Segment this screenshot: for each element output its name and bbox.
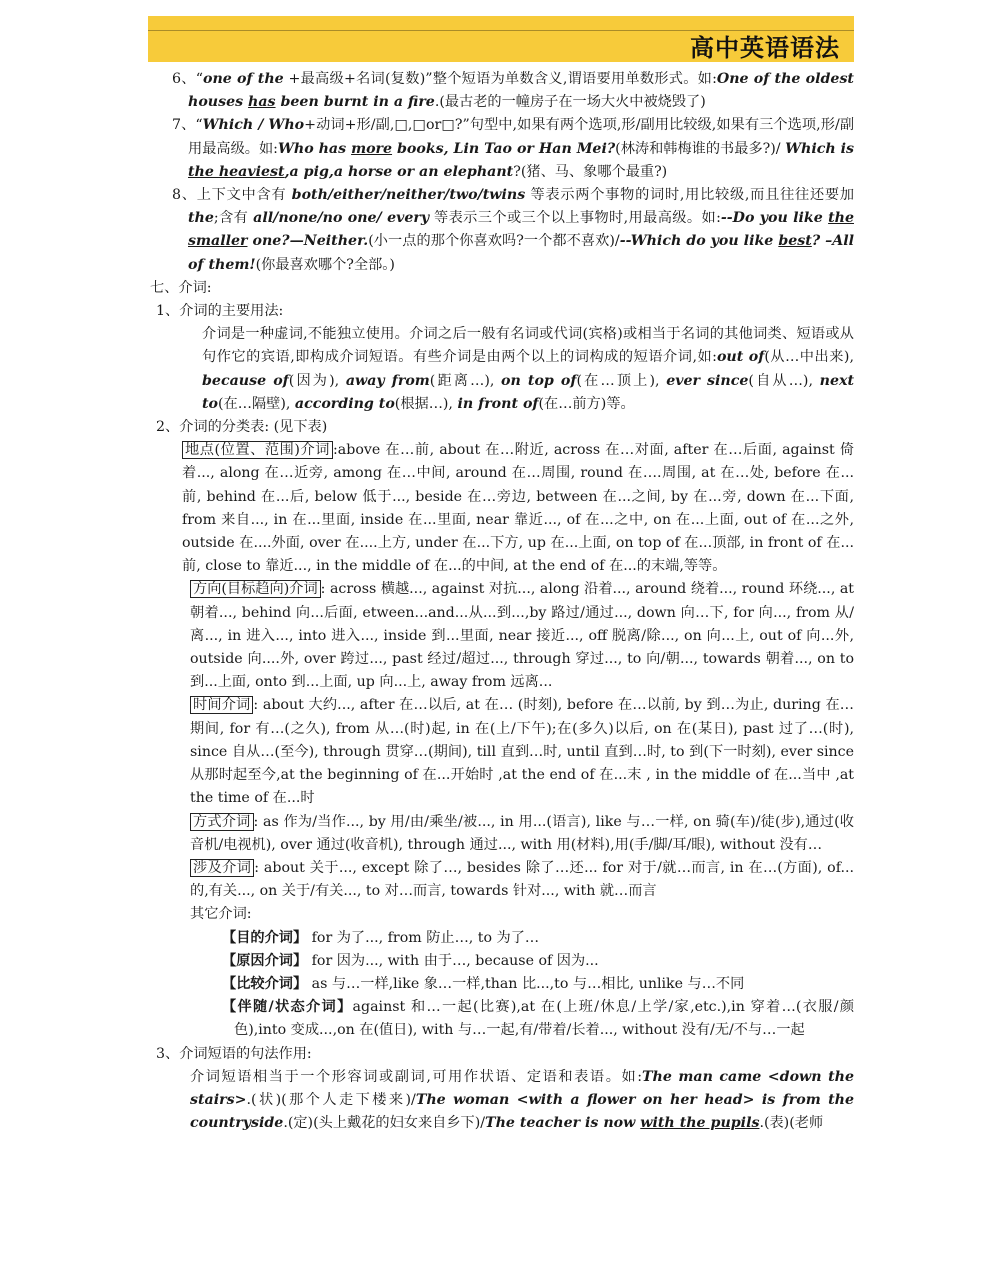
document-body [150, 68, 854, 1135]
subsection-1-body [150, 323, 854, 416]
phrase: next to [202, 372, 854, 412]
category-text: against 和…一起(比赛),at 在(上班/休息/上学/家,etc.),in 穿着…(衣服/颜色),into 变成...,on 在(值日), with 与…一起,有/带着/长着..., without 没有/无/不与…一起 [234, 999, 855, 1039]
section-heading: 七、介词: [150, 279, 212, 296]
place-prepositions [150, 439, 854, 578]
category-label: 地点(位置、范围)介词 [182, 441, 333, 459]
category-label: 【比较介词】 [222, 975, 308, 992]
translation: .(最古老的一幢房子在一场大火中被烧毁了) [434, 94, 706, 111]
translation: (小一点的那个你喜欢吗?一个都不喜欢)/ [368, 233, 620, 250]
phrase: in front of [457, 395, 539, 412]
gloss: (从…中出来), [764, 349, 854, 366]
translation: ?(猪、马、象哪个最重?) [513, 163, 668, 180]
example: The man came <down the stairs> [190, 1068, 854, 1108]
rule-text: ;含有 [213, 210, 254, 227]
category-label: 时间介词 [190, 696, 253, 714]
example-underlined: more [351, 140, 393, 157]
example: one?—Neither. [247, 233, 369, 250]
translation: .(定)(头上戴花的妇女来自乡下)/ [283, 1115, 486, 1132]
rule-text: +动词+形/副,□,□or□?”句型中,如果有两个选项,形/副用比较级,如果有三个选项,形/副用最高级。如: [188, 117, 855, 157]
rule-8 [170, 184, 854, 277]
example: Which is [785, 140, 855, 157]
category-label: 【原因介词】 [222, 952, 308, 969]
phrase: according to [294, 395, 395, 412]
quote: “ [195, 117, 203, 134]
example: --Which do you like [619, 233, 779, 250]
subsection-3-body [150, 1066, 854, 1136]
english-phrase: Which / Who [202, 117, 305, 134]
rule-7 [170, 114, 854, 184]
rule-number: 6、 [172, 71, 196, 87]
category-label: 方式介词 [190, 813, 254, 831]
category-label: 【伴随/状态介词】 [222, 999, 353, 1016]
rule-6 [170, 68, 854, 114]
subsection-3-title: 3、介词短语的句法作用: [156, 1045, 312, 1062]
translation: (你最喜欢哪个?全部。) [255, 256, 395, 273]
time-prepositions [150, 694, 854, 810]
body-text: 介词是一种虚词,不能独立使用。介词之后一般有名词或代词(宾格)或相当于名词的其他词类、短语或从句作它的宾语,即构成介词短语。有些介词是由两个以上的词构成的短语介词,如: [202, 326, 854, 366]
example: been burnt in a fire [275, 94, 435, 111]
example: The teacher is now [485, 1115, 641, 1132]
category-text: : about 大约..., after 在…以后, at 在… (时刻), before 在…以前, by 到…为止, during 在…期间, for 有…(之久), from 从…(时)起, in 在(上/下午);在(多久)以后, on 在(某日), past 过了…(时), since 自从…(至今), through 贯穿…(期间), till 直到…时, until 直到…时, to 到(下一时刻), ever since 从那时起至今,at the beginning of 在...开始时 ,at the end of 在...末 , in the middle of 在...当中 ,at the time of 在...时 [190, 697, 854, 807]
rule-number: 8、 [172, 187, 197, 204]
example: ? –All of them! [188, 233, 855, 273]
category-label: 【目的介词】 [222, 929, 308, 946]
translation: (林涛和韩梅谁的书最多?)/ [615, 140, 786, 157]
body-text: 介词短语相当于一个形容词或副词,可用作状语、定语和表语。如: [190, 1068, 642, 1085]
category-text: for 为了..., from 防止…, to 为了… [307, 929, 540, 946]
gloss: (自从…), [748, 372, 820, 389]
category-text: : across 横越..., against 对抗..., along 沿着..., around 绕着..., round 环绕..., at 朝着..., behind 向...后面, etween...and...从...到...,by 路过/通过..., down 向…下, for 向..., from 从/离..., in 进入..., into 进入..., inside 到...里面, near 接近..., off 脱离/除..., on 向...上, out of 向...外, outside 向....外, over 跨过..., past 经过/超过..., through 穿过..., to 向/朝..., towards 朝着..., on to 到...上面, onto 到...上面, up 向...上, away from 远离... [190, 581, 855, 691]
english-phrase: one of the [203, 71, 284, 87]
example: One of the oldest houses [188, 71, 854, 111]
category-text: : as 作为/当作..., by 用/由/乘坐/被..., in 用...(语言), like 与…一样, on 骑(车)/徒(步),通过(收音机/电视机), over 通过(收音机), through 通过..., with 用(材料),用(手/脚/耳/眼), without 没有… [190, 813, 854, 853]
example-underlined: has [248, 94, 276, 111]
category-label: 方向(目标趋向)介词 [190, 580, 321, 598]
phrase: away from [345, 372, 430, 389]
example-underlined: the heaviest [188, 163, 285, 180]
gloss: (在…隔壁), [218, 395, 295, 412]
rule-text: 上下文中含有 [196, 187, 292, 204]
accompany-prepositions [150, 996, 854, 1042]
example-underlined: best [778, 233, 812, 250]
translation: .(状)(那个人走下楼来)/ [246, 1091, 416, 1108]
category-text: as 与…一样,like 象…一样,than 比...,to 与…相比, unlike 与…不同 [307, 975, 745, 992]
gloss: (在…顶上), [576, 372, 667, 389]
translation: .(表)(老师 [759, 1115, 824, 1132]
rule-text: 等表示三个或三个以上事物时,用最高级。如: [429, 210, 721, 227]
manner-prepositions [150, 811, 854, 857]
english-phrase: both/either/neither/two/twins [291, 187, 526, 204]
category-text: : about 关于..., except 除了…, besides 除了…还... for 对于/就…而言, in 在…(方面), of...的,有关..., on 关于/有关..., to 对…而言, towards 针对..., with 就…而言 [190, 859, 854, 900]
phrase: because of [202, 372, 289, 389]
rule-text: +最高级+名词(复数)”整个短语为单数含义,谓语要用单数形式。如: [283, 71, 717, 87]
example-underlined: the smaller [188, 210, 854, 250]
rule-text: 等表示两个事物的词时,用比较级,而且往往还要加 [525, 187, 855, 204]
example: ,a pig,a horse or an elephant [284, 163, 514, 180]
gloss: (根据…), [394, 395, 458, 412]
involve-prepositions [150, 857, 854, 903]
gloss: (因为), [288, 372, 346, 389]
example: books, Lin Tao or Han Mei? [392, 140, 616, 157]
category-label: 涉及介词 [190, 859, 254, 877]
gloss: (在…前方)等。 [538, 395, 635, 412]
example: The woman <with a flower on her head> is from the countryside [190, 1091, 854, 1132]
rule-number: 7、 [172, 117, 196, 134]
gloss: (距离…), [429, 372, 502, 389]
phrase: ever since [666, 372, 749, 389]
category-text: :above 在…前, about 在…附近, across 在…对面, after 在…后面, against 倚着..., along 在…近旁, among 在…中间, around 在…周围, round 在….周围, at 在…处, before 在...前, behind 在...后, below 低于..., beside 在…旁边, between 在...之间, by 在...旁, down 在...下面, from 来自..., in 在...里面, inside 在...里面, near 靠近..., of 在...之中, on 在...上面, out of 在...之外, outside 在....外面, over 在....上方, under 在...下方, up 在...上面, on top of 在...顶部, in front of 在...前, close to 靠近..., in the middle of 在...的中间, at the end of 在...的末端,等等。 [182, 442, 855, 575]
phrase: out of [716, 349, 765, 366]
header-banner [148, 16, 854, 62]
category-text: for 因为..., with 由于…, because of 因为... [307, 952, 599, 969]
example: Who has [277, 140, 352, 157]
english-phrase: all/none/no one/ every [253, 210, 430, 227]
page-title: 高中英语语法 [690, 34, 840, 62]
example-underlined: with the pupils [640, 1115, 760, 1132]
example: --Do you like [720, 210, 829, 227]
phrase: on top of [501, 372, 577, 389]
subsection-1-title: 1、介词的主要用法: [156, 303, 284, 320]
reason-prepositions [150, 950, 854, 973]
purpose-prepositions [150, 927, 854, 950]
direction-prepositions [150, 578, 854, 694]
english-phrase: the [188, 210, 214, 227]
subsection-2-title: 2、介词的分类表: (见下表) [156, 419, 328, 436]
compare-prepositions [150, 973, 854, 996]
quote: “ [195, 71, 204, 87]
other-prepositions-title: 其它介词: [190, 906, 252, 923]
